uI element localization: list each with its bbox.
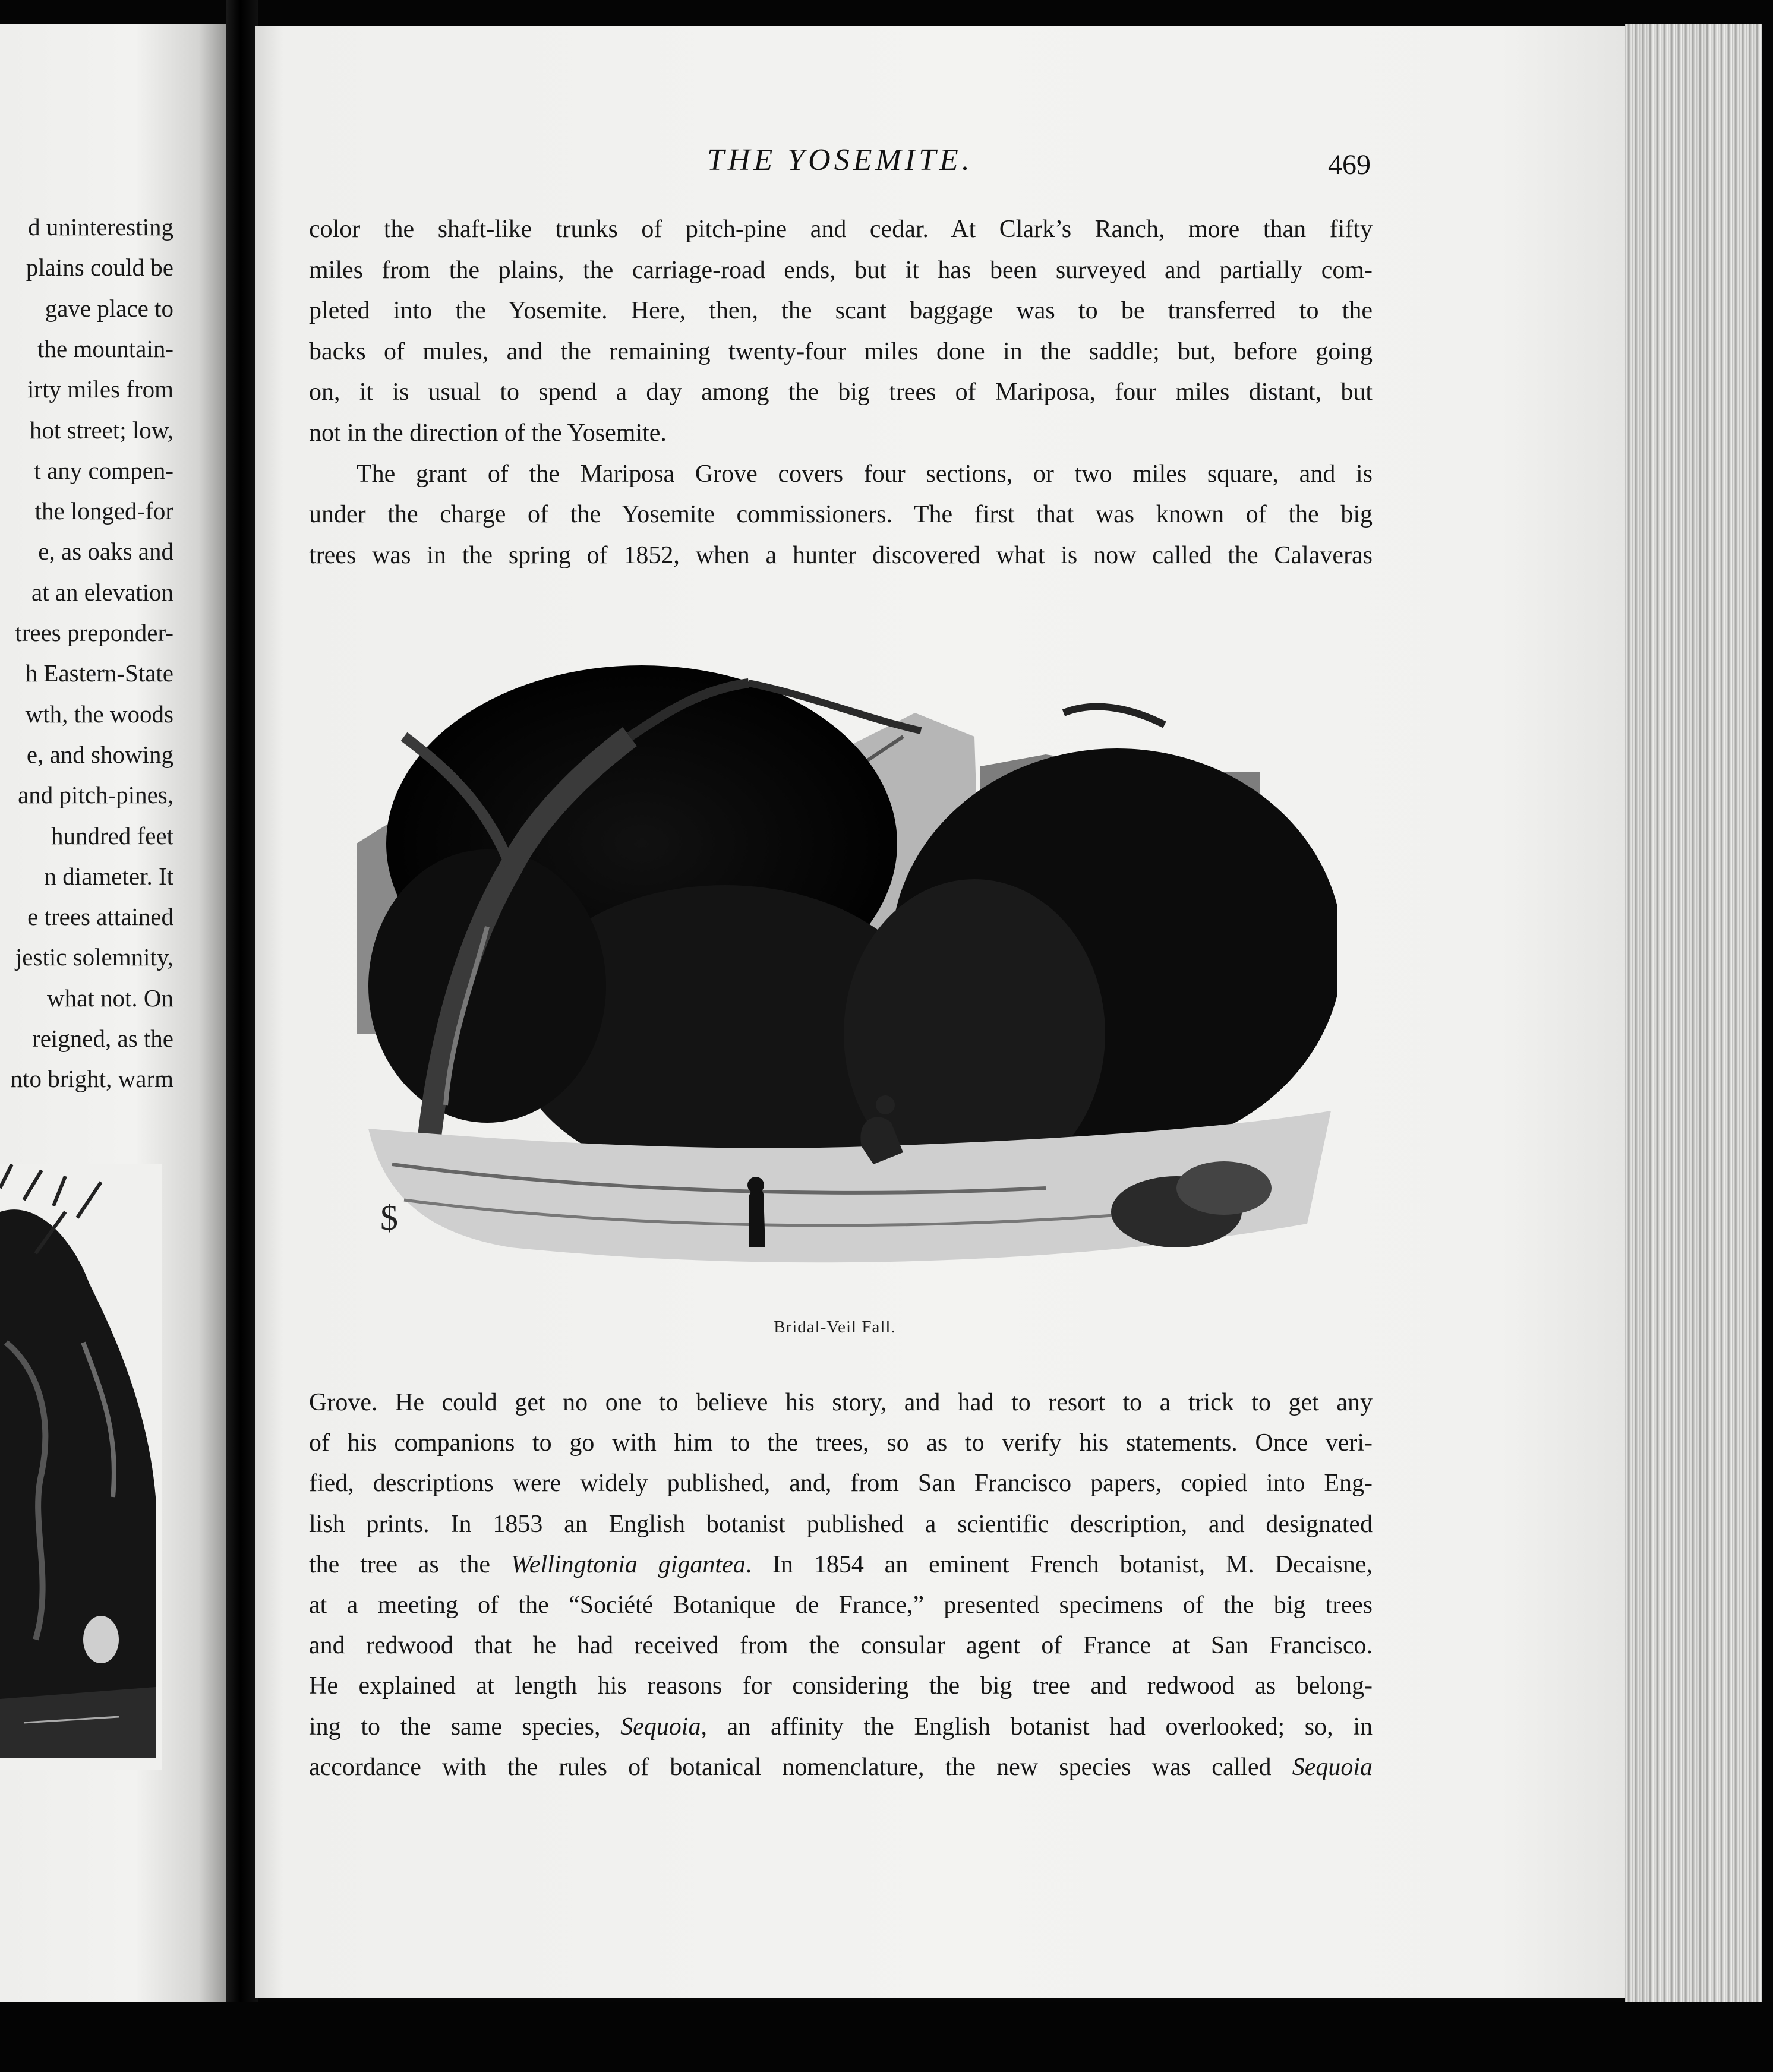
- body-text-line: and redwood that he had received from the consular agent of France at San Francisco.: [309, 1632, 1373, 1660]
- page-number: 469: [1328, 149, 1371, 181]
- left-page-line: jestic solemnity,: [15, 943, 173, 971]
- book-gutter: [226, 0, 258, 2072]
- body-text-line: backs of mules, and the remaining twenty-four miles done in the saddle; but, before going: [309, 337, 1373, 365]
- body-text-line: ing to the same species, Sequoia, an affinity the English botanist had overlooked; so, in: [309, 1713, 1373, 1741]
- body-text-line: pleted into the Yosemite. Here, then, the scant baggage was to be transferred to the: [309, 297, 1373, 325]
- left-page-line: the mountain-: [37, 334, 173, 362]
- left-page-line: irty miles from: [27, 375, 173, 403]
- body-text-line: trees was in the spring of 1852, when a hunter discovered what is now called the Calaveras: [309, 541, 1373, 569]
- left-page: [0, 24, 226, 2002]
- left-page-line: gave place to: [45, 294, 173, 322]
- left-page-engraving: [0, 1164, 162, 1770]
- scan-border-bottom: [0, 2002, 1773, 2072]
- body-text-line: He explained at length his reasons for considering the big tree and redwood as belong-: [309, 1672, 1373, 1700]
- left-page-line: d uninteresting: [28, 213, 173, 241]
- body-text-line: under the charge of the Yosemite commissioners. The first that was known of the big: [309, 501, 1373, 529]
- svg-text:$: $: [380, 1198, 398, 1237]
- body-text-line: at a meeting of the “Société Botanique de France,” presented specimens of the big trees: [309, 1591, 1373, 1619]
- left-page-line: nto bright, warm: [10, 1065, 173, 1093]
- left-page-line: e, as oaks and: [38, 538, 173, 566]
- left-page-line: at an elevation: [31, 578, 173, 606]
- body-text-line: miles from the plains, the carriage-road ends, but it has been surveyed and partially com-: [309, 256, 1373, 284]
- left-page-line: what not. On: [47, 984, 173, 1012]
- left-page-line: hundred feet: [51, 822, 173, 849]
- running-head: THE YOSEMITE.: [707, 143, 973, 177]
- left-page-line: n diameter. It: [44, 862, 173, 890]
- body-text-line: lish prints. In 1853 an English botanist published a scientific description, and designated: [309, 1510, 1373, 1538]
- left-page-line: and pitch-pines,: [18, 781, 173, 809]
- left-page-line: trees preponder-: [15, 619, 173, 646]
- body-text-line: accordance with the rules of botanical nomenclature, the new species was called Sequoia: [309, 1753, 1373, 1781]
- body-text-line: the tree as the Wellingtonia gigantea. In 1854 an eminent French botanist, M. Decaisne,: [309, 1550, 1373, 1578]
- left-page-line: hot street; low,: [29, 416, 173, 444]
- body-text-line: on, it is usual to spend a day among the big trees of Mariposa, four miles distant, but: [309, 378, 1373, 406]
- body-text-line: The grant of the Mariposa Grove covers four sections, or two miles square, and is: [357, 460, 1373, 488]
- bridal-veil-fall-engraving: [333, 618, 1337, 1295]
- body-text-line: Grove. He could get no one to believe his story, and had to resort to a trick to get any: [309, 1389, 1373, 1416]
- page-edges: [1625, 24, 1762, 2008]
- body-text-line: not in the direction of the Yosemite.: [309, 419, 667, 447]
- left-page-line: t any compen-: [34, 456, 173, 484]
- left-page-line: the longed-for: [34, 497, 173, 525]
- body-text-line: color the shaft-like trunks of pitch-pine and cedar. At Clark’s Ranch, more than fifty: [309, 216, 1373, 243]
- left-page-line: e trees attained: [27, 903, 173, 931]
- body-text-line: of his companions to go with him to the trees, so as to verify his statements. Once veri-: [309, 1429, 1373, 1457]
- left-page-line: reigned, as the: [32, 1025, 173, 1052]
- left-page-line: h Eastern-State: [25, 659, 173, 687]
- left-page-line: plains could be: [26, 254, 173, 282]
- left-page-line: e, and showing: [26, 740, 173, 768]
- left-page-line: wth, the woods: [25, 700, 173, 728]
- body-text-line: fied, descriptions were widely published, and, from San Francisco papers, copied into Eng-: [309, 1470, 1373, 1498]
- engraving-caption: Bridal-Veil Fall.: [774, 1318, 896, 1337]
